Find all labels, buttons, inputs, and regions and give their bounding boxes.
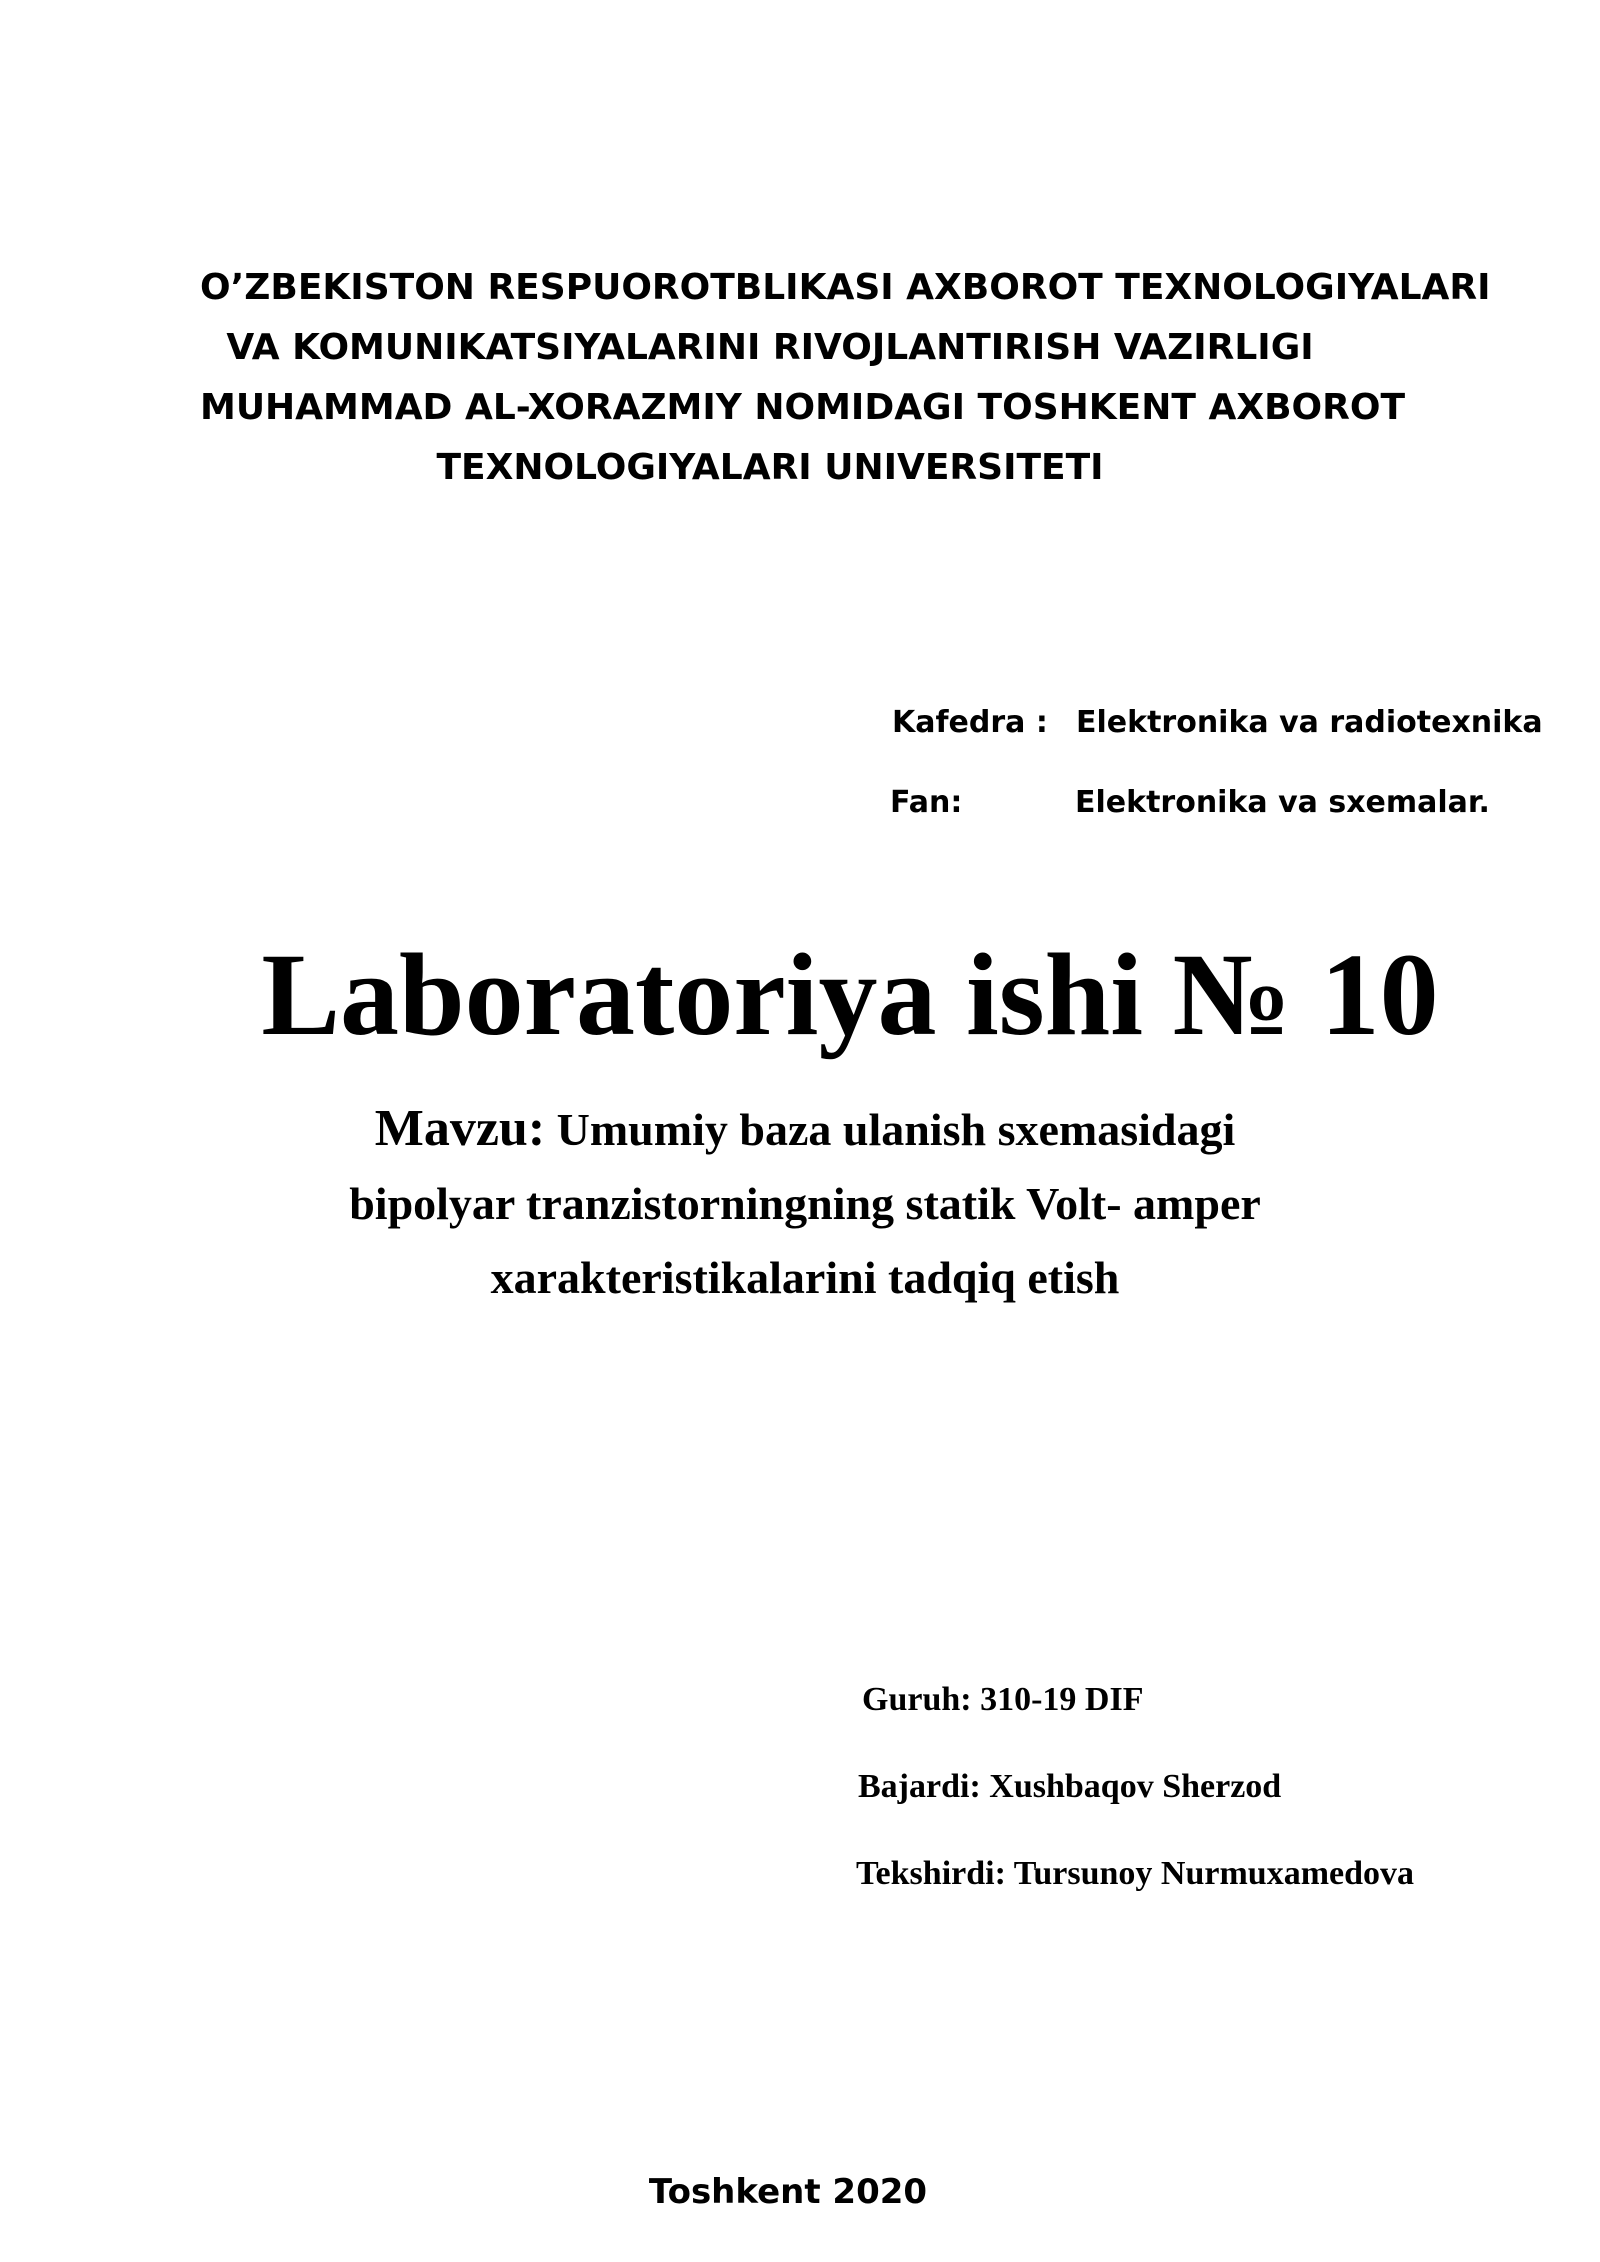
kafedra-value: Elektronika va radiotexnika [1076, 705, 1543, 740]
topic-text-1: Umumiy baza ulanish sxemasidagi [556, 1104, 1236, 1155]
kafedra-label: Kafedra : [892, 705, 1048, 740]
header-line-4: TEXNOLOGIYALARI UNIVERSITETI [436, 447, 1104, 488]
institution-header [200, 258, 1491, 498]
topic-label: Mavzu: [374, 1100, 546, 1157]
fan-value: Elektronika va sxemalar. [1075, 785, 1490, 820]
fan-label: Fan: [890, 785, 963, 820]
header-line-2: VA KOMUNIKATSIYALARINI RIVOJLANTIRISH VAZIRLIGI [226, 327, 1314, 368]
topic-line-1 [230, 1092, 1380, 1167]
topic-block [230, 1092, 1380, 1315]
checked-by: Tekshirdi: Tursunoy Nurmuxamedova [856, 1855, 1415, 1892]
footer-city-year: Toshkent 2020 [648, 2172, 928, 2212]
topic-text-2: bipolyar tranzistorningning statik Volt- amper [349, 1178, 1261, 1229]
header-line-1: O’ZBEKISTON RESPUOROTBLIKASI AXBOROT TEXNOLOGIYALARI [200, 267, 1491, 308]
group-info: Guruh: 310-19 DIF [862, 1681, 1144, 1718]
topic-text-3: xarakteristikalarini tadqiq etish [490, 1252, 1120, 1303]
performed-by: Bajardi: Xushbaqov Sherzod [858, 1768, 1282, 1805]
header-line-3: MUHAMMAD AL-XORAZMIY NOMIDAGI TOSHKENT AXBOROT [200, 387, 1405, 428]
lab-title: Laboratoriya ishi № 10 [261, 929, 1439, 1060]
